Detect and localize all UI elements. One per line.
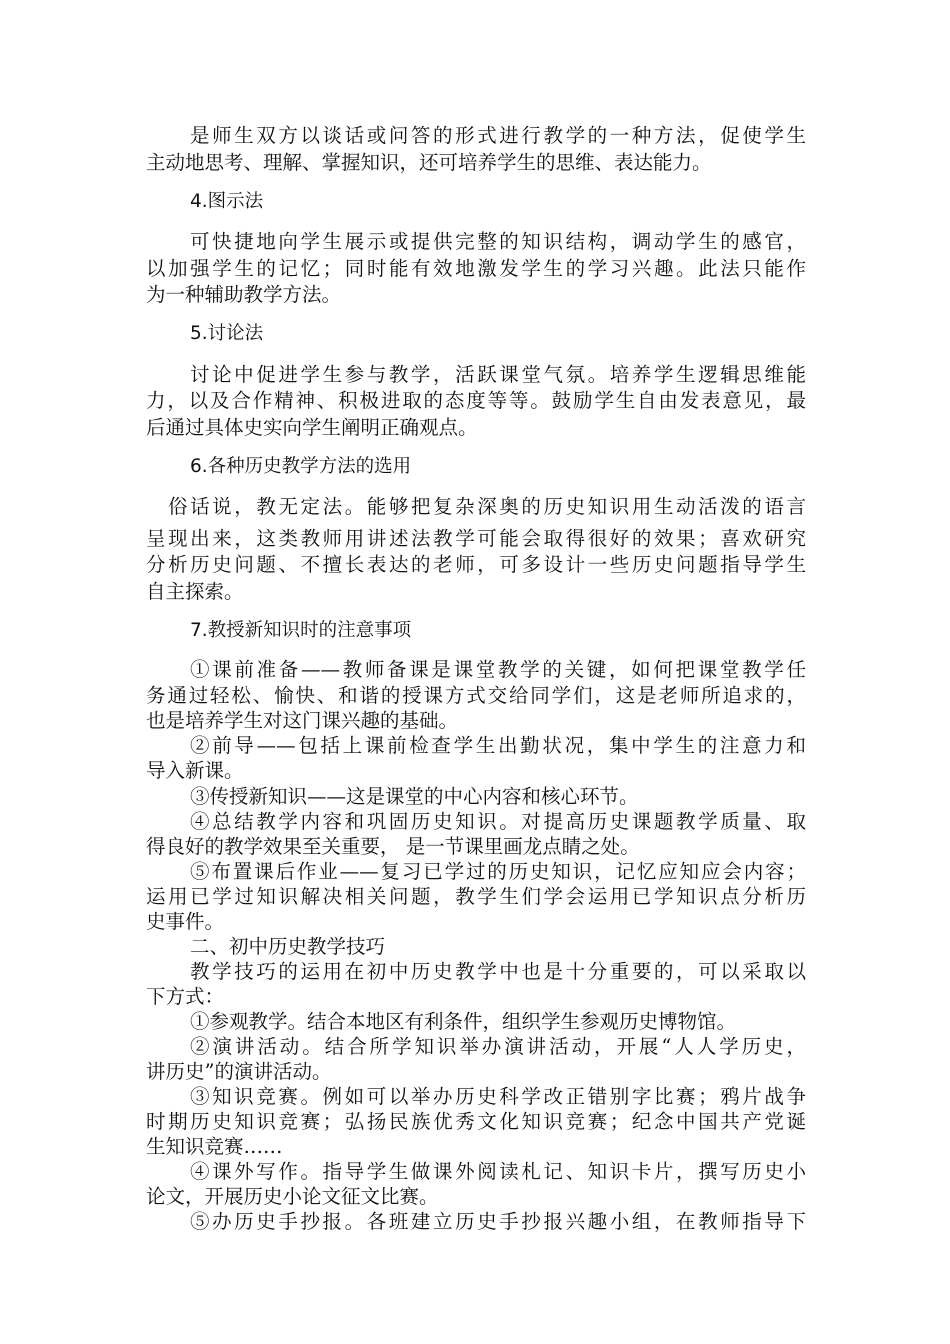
paragraph-line: 力，以及合作精神、积极进取的态度等等。鼓励学生自由发表意见，最 — [146, 389, 806, 412]
paragraph-line: 分析历史问题、不擅长表达的老师，可多设计一些历史问题指导学生 — [146, 553, 806, 576]
list-item-line: ③传授新知识——这是课堂的中心内容和核心环节。 — [190, 785, 639, 808]
section-heading: 5.讨论法 — [190, 323, 264, 344]
list-item-line: 论文，开展历史小论文征文比赛。 — [146, 1185, 439, 1208]
list-item-line: ③知识竞赛。例如可以举办历史科学改正错别字比赛；鸦片战争 — [190, 1085, 806, 1108]
list-item-line: ①参观教学。结合本地区有利条件，组织学生参观历史博物馆。 — [190, 1010, 737, 1033]
list-item-line: ②前导——包括上课前检查学生出勤状况，集中学生的注意力和 — [190, 734, 806, 757]
section-heading: 二、初中历史教学技巧 — [190, 935, 386, 958]
section-heading: 6.各种历史教学方法的选用 — [190, 456, 412, 477]
paragraph-line: 为一种辅助教学方法。 — [146, 283, 342, 306]
list-item-line: 运用已学过知识解决相关问题，教学生们学会运用已学知识点分析历 — [146, 885, 806, 908]
list-item-line: 得良好的教学效果至关重要， 是一节课里画龙点睛之处。 — [146, 835, 640, 858]
list-item-line: 务通过轻松、愉快、和谐的授课方式交给同学们，这是老师所追求的， — [146, 684, 806, 707]
list-item-line: ⑤布置课后作业——复习已学过的历史知识，记忆应知应会内容； — [190, 860, 806, 883]
list-item-line: ①课前准备——教师备课是课堂教学的关键，如何把课堂教学任 — [190, 658, 806, 681]
paragraph-line: 教学技巧的运用在初中历史教学中也是十分重要的，可以采取以 — [190, 960, 806, 983]
paragraph-line: 后通过具体史实向学生阐明正确观点。 — [146, 416, 478, 439]
paragraph-line: 可快捷地向学生展示或提供完整的知识结构，调动学生的感官， — [190, 230, 806, 253]
paragraph-line: 以加强学生的记忆；同时能有效地激发学生的学习兴趣。此法只能作 — [146, 257, 806, 280]
paragraph-line: 呈现出来，这类教师用讲述法教学可能会取得很好的效果；喜欢研究 — [146, 527, 806, 550]
paragraph-line: 俗话说，教无定法。能够把复杂深奥的历史知识用生动活泼的语言 — [168, 495, 806, 518]
paragraph-line: 是师生双方以谈话或问答的形式进行教学的一种方法，促使学生 — [190, 124, 806, 147]
paragraph-line: 下方式： — [146, 985, 225, 1008]
list-item-line: ②演讲活动。结合所学知识举办演讲活动，开展“人人学历史， — [190, 1035, 806, 1058]
paragraph-line: 主动地思考、理解、掌握知识，还可培养学生的思维、表达能力。 — [146, 151, 712, 174]
list-item-line: ④课外写作。指导学生做课外阅读札记、知识卡片，撰写历史小 — [190, 1160, 806, 1183]
list-item-line: ④总结教学内容和巩固历史知识。对提高历史课题教学质量、取 — [190, 810, 806, 833]
list-item-line: 时期历史知识竞赛；弘扬民族优秀文化知识竞赛；纪念中国共产党诞 — [146, 1110, 806, 1133]
list-item-line: 史事件。 — [146, 910, 225, 933]
paragraph-line: 讨论中促进学生参与教学，活跃课堂气氛。培养学生逻辑思维能 — [190, 363, 806, 386]
list-item-line: ⑤办历史手抄报。各班建立历史手抄报兴趣小组，在教师指导下 — [190, 1210, 806, 1233]
paragraph-line: 自主探索。 — [146, 580, 244, 603]
section-heading: 7.教授新知识时的注意事项 — [190, 620, 412, 641]
list-item-line: 导入新课。 — [146, 759, 244, 782]
list-item-line: 讲历史”的演讲活动。 — [146, 1060, 332, 1083]
list-item-line: 也是培养学生对这门课兴趣的基础。 — [146, 709, 459, 732]
list-item-line: 生知识竞赛…… — [146, 1135, 283, 1158]
section-heading: 4.图示法 — [190, 191, 264, 212]
